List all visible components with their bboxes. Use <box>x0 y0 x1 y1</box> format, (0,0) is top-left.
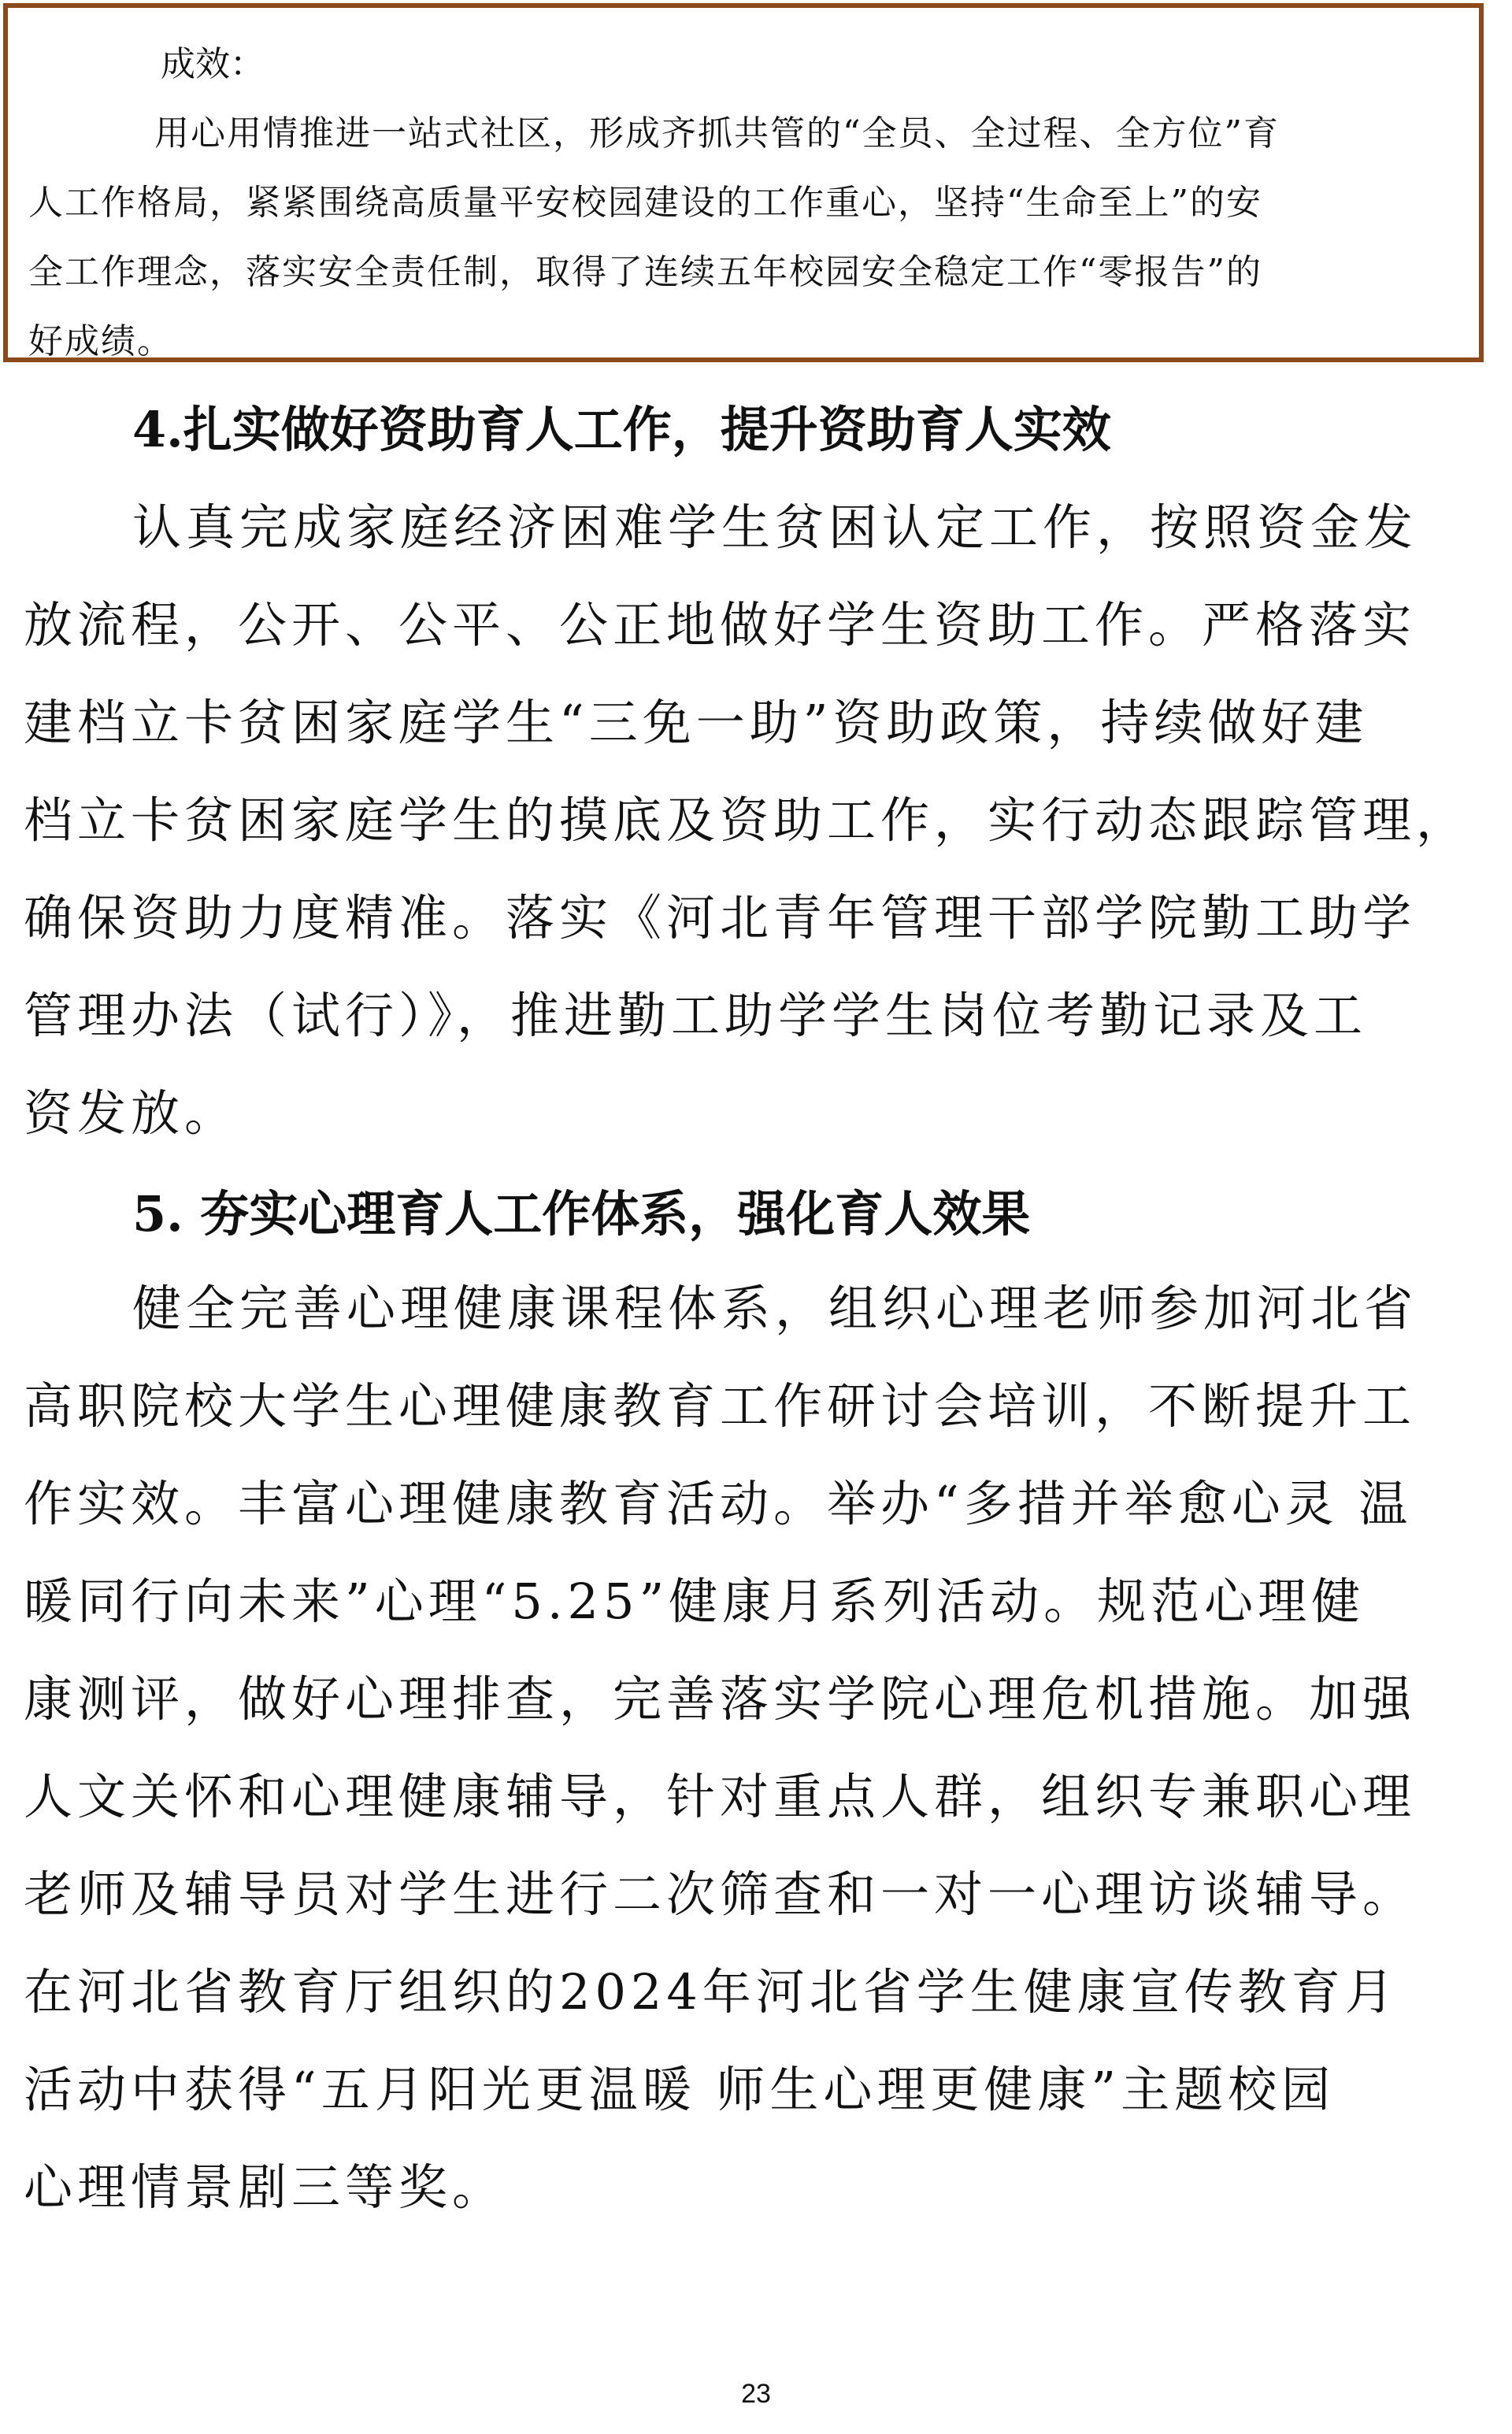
section-4-paragraph <box>24 479 1488 1162</box>
paragraph-line: 暖同行向未来”心理“5.25”健康月系列活动。规范心理健 <box>24 1573 1366 1630</box>
paragraph-line: 确保资助力度精准。落实《河北青年管理干部学院勤工助学 <box>24 889 1417 947</box>
section-5-paragraph <box>24 1260 1488 2236</box>
effect-box <box>3 3 1484 362</box>
paragraph-line: 老师及辅导员对学生进行二次筛查和一对一心理访谈辅导。 <box>24 1865 1417 1923</box>
paragraph-line: 档立卡贫困家庭学生的摸底及资助工作，实行动态跟踪管理， <box>24 791 1470 849</box>
effect-line: 全工作理念，落实安全责任制，取得了连续五年校园安全稳定工作“零报告”的 <box>28 252 1262 292</box>
paragraph-line: 健全完善心理健康课程体系，组织心理老师参加河北省 <box>132 1280 1418 1337</box>
paragraph-line: 高职院校大学生心理健康教育工作研讨会培训，不断提升工 <box>24 1377 1417 1435</box>
effect-label: 成效： <box>161 44 265 84</box>
paragraph-line: 作实效。丰富心理健康教育活动。举办“多措并举愈心灵 温 <box>24 1475 1413 1532</box>
paragraph-line: 放流程，公开、公平、公正地做好学生资助工作。严格落实 <box>24 596 1417 654</box>
effect-line: 人工作格局，紧紧围绕高质量平安校园建设的工作重心，坚持“生命至上”的安 <box>28 183 1262 223</box>
effect-line: 用心用情推进一站式社区，形成齐抓共管的“全员、全过程、全方位”育 <box>154 113 1280 154</box>
paragraph-line: 人文关怀和心理健康辅导，针对重点人群，组织专兼职心理 <box>24 1768 1417 1825</box>
paragraph-line: 建档立卡贫困家庭学生“三免一助”资助政策，持续做好建 <box>24 694 1369 751</box>
page-number: 23 <box>741 2379 771 2409</box>
paragraph-line: 活动中获得“五月阳光更温暖 师生心理更健康”主题校园 <box>24 2061 1336 2118</box>
section-5-heading: 5. 夯实心理育人工作体系，强化育人效果 <box>132 1185 1031 1243</box>
paragraph-line: 康测评，做好心理排查，完善落实学院心理危机措施。加强 <box>24 1670 1417 1728</box>
effect-line: 好成绩。 <box>28 321 173 361</box>
paragraph-line: 心理情景剧三等奖。 <box>24 2158 506 2216</box>
paragraph-line: 认真完成家庭经济困难学生贫困认定工作，按照资金发 <box>132 498 1418 556</box>
paragraph-line: 资发放。 <box>24 1084 239 1142</box>
section-4-heading: 4.扎实做好资助育人工作，提升资助育人实效 <box>132 401 1111 458</box>
paragraph-line: 管理办法（试行）》，推进勤工助学学生岗位考勤记录及工 <box>24 987 1368 1044</box>
paragraph-line: 在河北省教育厅组织的2024年河北省学生健康宣传教育月 <box>24 1963 1399 2021</box>
